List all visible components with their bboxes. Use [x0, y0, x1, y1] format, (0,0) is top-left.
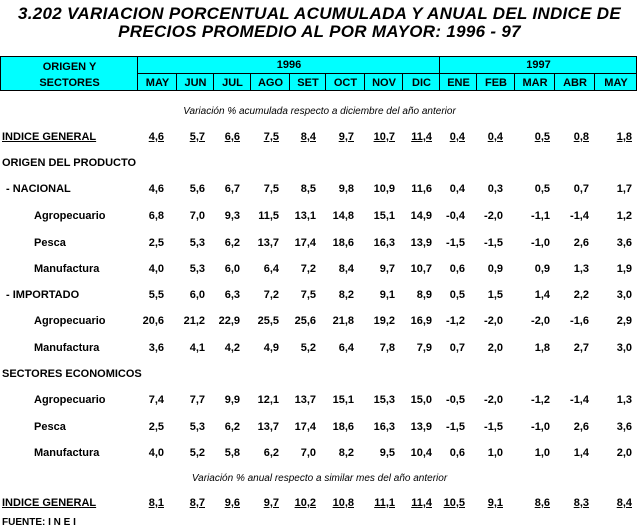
table-cell: 8,4 [300, 131, 316, 143]
table-cell: -1,5 [446, 237, 465, 249]
table-row [0, 342, 639, 356]
table-cell: 0,7 [573, 183, 589, 195]
table-cell: 11,4 [411, 131, 432, 143]
table-cell: 15,0 [410, 394, 432, 406]
header-month: NOV [372, 77, 396, 89]
table-cell: 8,4 [338, 263, 354, 275]
table-cell: 2,5 [148, 237, 164, 249]
table-cell: -1,1 [531, 210, 550, 222]
row-label: - NACIONAL [6, 183, 71, 195]
table-cell: 7,0 [189, 210, 205, 222]
table-cell: 10,9 [373, 183, 395, 195]
table-cell: 0,9 [534, 263, 550, 275]
table-cell: 11,6 [411, 183, 432, 195]
table-cell: 11,4 [411, 497, 432, 509]
table-cell: 9,3 [224, 210, 240, 222]
source-footer: FUENTE: I N E I [2, 517, 76, 528]
table-cell: -1,5 [446, 421, 465, 433]
table-cell: 9,7 [379, 263, 395, 275]
table-row [0, 183, 639, 197]
header-col1-line2: SECTORES [39, 77, 100, 89]
table-cell: 6,2 [224, 421, 240, 433]
table-cell: 21,2 [183, 315, 205, 327]
table-cell: 5,5 [148, 289, 164, 301]
table-cell: 13,9 [410, 421, 432, 433]
table-cell: 15,3 [373, 394, 395, 406]
table-cell: 13,7 [257, 237, 279, 249]
table-cell: 13,7 [294, 394, 316, 406]
table-cell: 11,5 [258, 210, 279, 222]
table-cell: -1,0 [531, 421, 550, 433]
table-cell: 7,5 [300, 289, 316, 301]
table-cell: 0,4 [487, 131, 503, 143]
row-label: Agropecuario [34, 315, 106, 327]
row-label: Manufactura [34, 263, 100, 275]
header-month: MAY [145, 77, 170, 89]
table-cell: 8,6 [534, 497, 550, 509]
table-row [0, 263, 639, 277]
table-cell: 3,6 [616, 421, 632, 433]
table-row [0, 237, 639, 251]
table-cell: 9,6 [224, 497, 240, 509]
table-cell: 2,0 [487, 342, 503, 354]
table-cell: 4,6 [148, 183, 164, 195]
table-cell: 11,1 [374, 497, 395, 509]
table-cell: 6,8 [148, 210, 164, 222]
row-label: Agropecuario [34, 210, 106, 222]
table-cell: 0,8 [573, 131, 589, 143]
table-cell: 5,3 [189, 263, 205, 275]
table-cell: 9,1 [487, 497, 503, 509]
table-cell: 3,6 [616, 237, 632, 249]
table-row [0, 394, 639, 408]
page-title-line1: 3.202 VARIACION PORCENTUAL ACUMULADA Y ANUAL DEL INDICE DE [17, 4, 622, 23]
table-cell: 6,0 [224, 263, 240, 275]
table-cell: 0,3 [487, 183, 503, 195]
table-cell: 19,2 [373, 315, 395, 327]
table-cell: 1,2 [616, 210, 632, 222]
table-cell: 20,6 [142, 315, 164, 327]
table-cell: 8,1 [148, 497, 164, 509]
table-cell: 4,0 [148, 263, 164, 275]
table-cell: 9,5 [379, 447, 395, 459]
table-cell: -0,4 [446, 210, 465, 222]
table-cell: -1,6 [570, 315, 589, 327]
note-annual: Variación % anual respecto a similar mes del año anterior [191, 473, 448, 484]
table-cell: 3,0 [616, 289, 632, 301]
table-cell: 8,5 [300, 183, 316, 195]
table-cell: 6,2 [224, 237, 240, 249]
table-cell: 2,9 [616, 315, 632, 327]
table-cell: 1,8 [616, 131, 632, 143]
table-cell: -1,2 [531, 394, 550, 406]
table-cell: 25,6 [294, 315, 316, 327]
table-cell: 2,2 [573, 289, 589, 301]
table-cell: 3,0 [616, 342, 632, 354]
table-cell: 1,4 [534, 289, 550, 301]
table-cell: 9,7 [338, 131, 354, 143]
table-cell: 0,9 [487, 263, 503, 275]
table-cell: 17,4 [294, 237, 316, 249]
header-month: JUL [222, 77, 243, 89]
row-label: - IMPORTADO [6, 289, 80, 301]
table-cell: -2,0 [484, 315, 503, 327]
table-cell: 9,8 [338, 183, 354, 195]
note-accumulated: Variación % acumulada respecto a diciembre del año anterior [183, 106, 456, 117]
table-cell: 15,1 [373, 210, 395, 222]
table-cell: 7,2 [263, 289, 279, 301]
table-cell: 7,0 [300, 447, 316, 459]
table-cell: 10,7 [410, 263, 432, 275]
table-cell: 16,9 [410, 315, 432, 327]
row-label: INDICE GENERAL [2, 497, 97, 509]
table-cell: 6,4 [338, 342, 354, 354]
table-cell: 10,2 [294, 497, 316, 509]
table-cell: 6,6 [224, 131, 240, 143]
table-cell: 5,3 [189, 421, 205, 433]
table-cell: 0,4 [449, 131, 465, 143]
table-cell: 12,1 [257, 394, 279, 406]
table-cell: 2,7 [573, 342, 589, 354]
table-row [0, 368, 639, 382]
row-label: ORIGEN DEL PRODUCTO [2, 157, 137, 169]
table-cell: 4,9 [263, 342, 279, 354]
table-cell: 8,4 [616, 497, 632, 509]
table-cell: 25,5 [257, 315, 279, 327]
table-cell: 18,6 [332, 237, 354, 249]
table-cell: 14,8 [332, 210, 354, 222]
table-cell: 2,6 [573, 421, 589, 433]
table-cell: 15,1 [332, 394, 354, 406]
row-label: Manufactura [34, 447, 100, 459]
table-cell: 2,0 [616, 447, 632, 459]
table-cell: -1,5 [484, 421, 503, 433]
table-cell: 13,1 [294, 210, 316, 222]
table-cell: -2,0 [484, 394, 503, 406]
table-cell: -1,0 [531, 237, 550, 249]
table-cell: 2,6 [573, 237, 589, 249]
table-cell: 13,9 [410, 237, 432, 249]
table-header [0, 56, 637, 91]
table-cell: 5,6 [189, 183, 205, 195]
table-cell: -2,0 [484, 210, 503, 222]
row-label: Manufactura [34, 342, 100, 354]
table-row [0, 315, 639, 329]
header-month: JUN [184, 77, 207, 89]
table-cell: 16,3 [373, 421, 395, 433]
table-cell: 7,5 [263, 131, 279, 143]
table-cell: 4,2 [224, 342, 240, 354]
header-month: SET [297, 77, 319, 89]
header-month: FEB [485, 77, 507, 89]
header-col1-line1: ORIGEN Y [42, 61, 97, 73]
table-cell: 8,2 [338, 447, 354, 459]
table-cell: 8,7 [189, 497, 205, 509]
table-cell: 1,5 [487, 289, 503, 301]
table-cell: 6,2 [263, 447, 279, 459]
header-year-1997: 1997 [526, 59, 551, 71]
table-cell: 7,8 [379, 342, 395, 354]
table-cell: 7,9 [416, 342, 432, 354]
table-cell: 6,3 [224, 289, 240, 301]
table-row [0, 447, 639, 461]
table-cell: 6,4 [263, 263, 279, 275]
table-row [0, 157, 639, 171]
table-cell: 0,5 [534, 131, 550, 143]
table-cell: 21,8 [332, 315, 354, 327]
row-label: SECTORES ECONOMICOS [2, 368, 142, 380]
header-month: ENE [447, 77, 470, 89]
table-cell: 18,6 [332, 421, 354, 433]
header-month: ABR [563, 77, 587, 89]
table-cell: 7,7 [189, 394, 205, 406]
table-cell: 4,6 [148, 131, 164, 143]
table-cell: 1,0 [487, 447, 503, 459]
table-cell: 5,2 [189, 447, 205, 459]
table-cell: 1,9 [616, 263, 632, 275]
table-cell: 1,3 [573, 263, 589, 275]
table-cell: 8,3 [573, 497, 589, 509]
table-cell: 1,0 [534, 447, 550, 459]
table-cell: 22,9 [218, 315, 240, 327]
table-cell: 0,4 [449, 183, 465, 195]
page-title-line2: PRECIOS PROMEDIO AL POR MAYOR: 1996 - 97 [118, 22, 521, 41]
table-cell: -1,2 [446, 315, 465, 327]
table-cell: 0,7 [449, 342, 465, 354]
row-label: Pesca [34, 237, 66, 249]
table-cell: 0,6 [449, 447, 465, 459]
row-label: Pesca [34, 421, 66, 433]
table-cell: 7,5 [263, 183, 279, 195]
table-cell: 7,2 [300, 263, 316, 275]
header-year-divider [137, 73, 637, 74]
header-month: MAY [604, 77, 628, 89]
table-cell: 14,9 [410, 210, 432, 222]
table-cell: 1,7 [616, 183, 632, 195]
header-month: OCT [333, 77, 358, 89]
table-cell: 5,3 [189, 237, 205, 249]
table-cell: 9,1 [379, 289, 395, 301]
header-month: AGO [257, 77, 284, 89]
table-cell: 7,4 [148, 394, 164, 406]
header-year-1996: 1996 [276, 59, 302, 71]
table-cell: 6,0 [189, 289, 205, 301]
table-cell: 4,0 [148, 447, 164, 459]
table-cell: 5,8 [224, 447, 240, 459]
table-cell: 10,8 [332, 497, 354, 509]
table-cell: 1,3 [616, 394, 632, 406]
table-row [0, 131, 639, 145]
row-label: Agropecuario [34, 394, 106, 406]
table-row [0, 421, 639, 435]
table-row [0, 289, 639, 303]
table-cell: 13,7 [257, 421, 279, 433]
table-row [0, 497, 639, 511]
table-cell: -1,4 [570, 210, 589, 222]
table-row [0, 210, 639, 224]
table-cell: 16,3 [373, 237, 395, 249]
table-cell: 5,7 [189, 131, 205, 143]
table-cell: 10,7 [373, 131, 395, 143]
table-cell: 0,5 [449, 289, 465, 301]
header-month: MAR [522, 77, 548, 89]
table-cell: 0,5 [534, 183, 550, 195]
table-cell: 6,7 [224, 183, 240, 195]
table-cell: 17,4 [294, 421, 316, 433]
table-cell: -1,4 [570, 394, 589, 406]
table-cell: 3,6 [148, 342, 164, 354]
table-cell: 4,1 [189, 342, 205, 354]
table-cell: 10,4 [410, 447, 432, 459]
table-cell: 0,6 [449, 263, 465, 275]
table-cell: 5,2 [300, 342, 316, 354]
table-cell: -2,0 [531, 315, 550, 327]
table-cell: -0,5 [446, 394, 465, 406]
header-month: DIC [412, 77, 431, 89]
table-cell: 8,9 [416, 289, 432, 301]
table-cell: -1,5 [484, 237, 503, 249]
row-label: INDICE GENERAL [2, 131, 97, 143]
table-cell: 2,5 [148, 421, 164, 433]
table-cell: 8,2 [338, 289, 354, 301]
table-cell: 1,8 [534, 342, 550, 354]
table-cell: 9,7 [263, 497, 279, 509]
table-cell: 1,4 [573, 447, 589, 459]
table-cell: 9,9 [224, 394, 240, 406]
table-cell: 10,5 [443, 497, 465, 509]
